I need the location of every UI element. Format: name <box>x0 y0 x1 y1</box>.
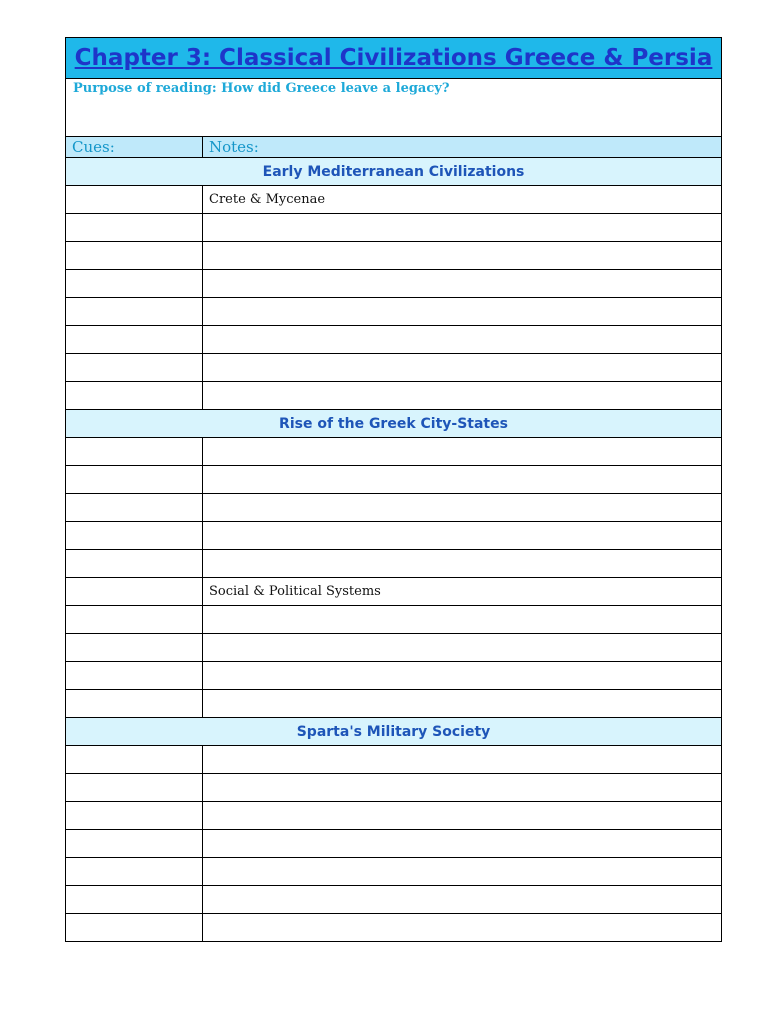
notes-sheet <box>65 37 722 942</box>
section-title: Sparta's Military Society <box>66 718 722 746</box>
note-cell[interactable] <box>203 774 722 802</box>
notes-row <box>66 242 722 270</box>
cue-cell[interactable] <box>66 214 203 242</box>
cue-cell[interactable] <box>66 578 203 606</box>
notes-row <box>66 270 722 298</box>
cue-cell[interactable] <box>66 662 203 690</box>
cue-cell[interactable] <box>66 858 203 886</box>
cue-cell[interactable] <box>66 690 203 718</box>
note-cell[interactable] <box>203 606 722 634</box>
notes-row <box>66 802 722 830</box>
cue-cell[interactable] <box>66 550 203 578</box>
notes-row <box>66 746 722 774</box>
notes-row <box>66 382 722 410</box>
note-cell[interactable]: Social & Political Systems <box>203 578 722 606</box>
notes-row <box>66 662 722 690</box>
cue-cell[interactable] <box>66 354 203 382</box>
section-header-row <box>66 158 722 186</box>
cue-cell[interactable] <box>66 242 203 270</box>
note-cell[interactable] <box>203 690 722 718</box>
note-cell[interactable] <box>203 522 722 550</box>
note-cell[interactable] <box>203 886 722 914</box>
cue-cell[interactable] <box>66 606 203 634</box>
notes-row <box>66 634 722 662</box>
notes-row <box>66 858 722 886</box>
cue-cell[interactable] <box>66 522 203 550</box>
cue-cell[interactable] <box>66 438 203 466</box>
note-cell[interactable] <box>203 326 722 354</box>
cue-cell[interactable] <box>66 886 203 914</box>
section-title: Rise of the Greek City-States <box>66 410 722 438</box>
notes-row <box>66 354 722 382</box>
cue-cell[interactable] <box>66 914 203 942</box>
notes-row <box>66 606 722 634</box>
notes-row <box>66 494 722 522</box>
notes-row <box>66 438 722 466</box>
notes-row <box>66 578 722 606</box>
note-cell[interactable] <box>203 382 722 410</box>
note-cell[interactable] <box>203 662 722 690</box>
purpose-of-reading: Purpose of reading: How did Greece leave a legacy? <box>66 79 722 137</box>
section-header-row <box>66 718 722 746</box>
note-cell[interactable] <box>203 914 722 942</box>
notes-row <box>66 914 722 942</box>
note-cell[interactable] <box>203 438 722 466</box>
notes-row <box>66 298 722 326</box>
cue-cell[interactable] <box>66 326 203 354</box>
note-cell[interactable]: Crete & Mycenae <box>203 186 722 214</box>
notes-row <box>66 326 722 354</box>
note-cell[interactable] <box>203 802 722 830</box>
note-cell[interactable] <box>203 858 722 886</box>
note-cell[interactable] <box>203 242 722 270</box>
cue-cell[interactable] <box>66 494 203 522</box>
note-cell[interactable] <box>203 550 722 578</box>
note-cell[interactable] <box>203 494 722 522</box>
notes-row <box>66 690 722 718</box>
cue-cell[interactable] <box>66 830 203 858</box>
notes-row <box>66 774 722 802</box>
notes-row <box>66 186 722 214</box>
note-cell[interactable] <box>203 830 722 858</box>
note-cell[interactable] <box>203 746 722 774</box>
section-title: Early Mediterranean Civilizations <box>66 158 722 186</box>
note-cell[interactable] <box>203 466 722 494</box>
cue-cell[interactable] <box>66 186 203 214</box>
note-cell[interactable] <box>203 270 722 298</box>
cue-cell[interactable] <box>66 466 203 494</box>
cue-cell[interactable] <box>66 802 203 830</box>
notes-row <box>66 214 722 242</box>
cue-cell[interactable] <box>66 270 203 298</box>
cue-cell[interactable] <box>66 746 203 774</box>
purpose-row <box>66 79 722 137</box>
note-cell[interactable] <box>203 214 722 242</box>
note-cell[interactable] <box>203 634 722 662</box>
cue-cell[interactable] <box>66 634 203 662</box>
column-header-row <box>66 137 722 158</box>
notes-row <box>66 522 722 550</box>
notes-row <box>66 550 722 578</box>
notes-row <box>66 886 722 914</box>
notes-header: Notes: <box>203 137 722 158</box>
title-row <box>66 38 722 79</box>
page-title: Chapter 3: Classical Civilizations Greece & Persia <box>66 38 722 79</box>
cues-header: Cues: <box>66 137 203 158</box>
note-cell[interactable] <box>203 354 722 382</box>
cue-cell[interactable] <box>66 774 203 802</box>
notes-row <box>66 466 722 494</box>
notes-row <box>66 830 722 858</box>
note-cell[interactable] <box>203 298 722 326</box>
cue-cell[interactable] <box>66 382 203 410</box>
section-header-row <box>66 410 722 438</box>
cue-cell[interactable] <box>66 298 203 326</box>
